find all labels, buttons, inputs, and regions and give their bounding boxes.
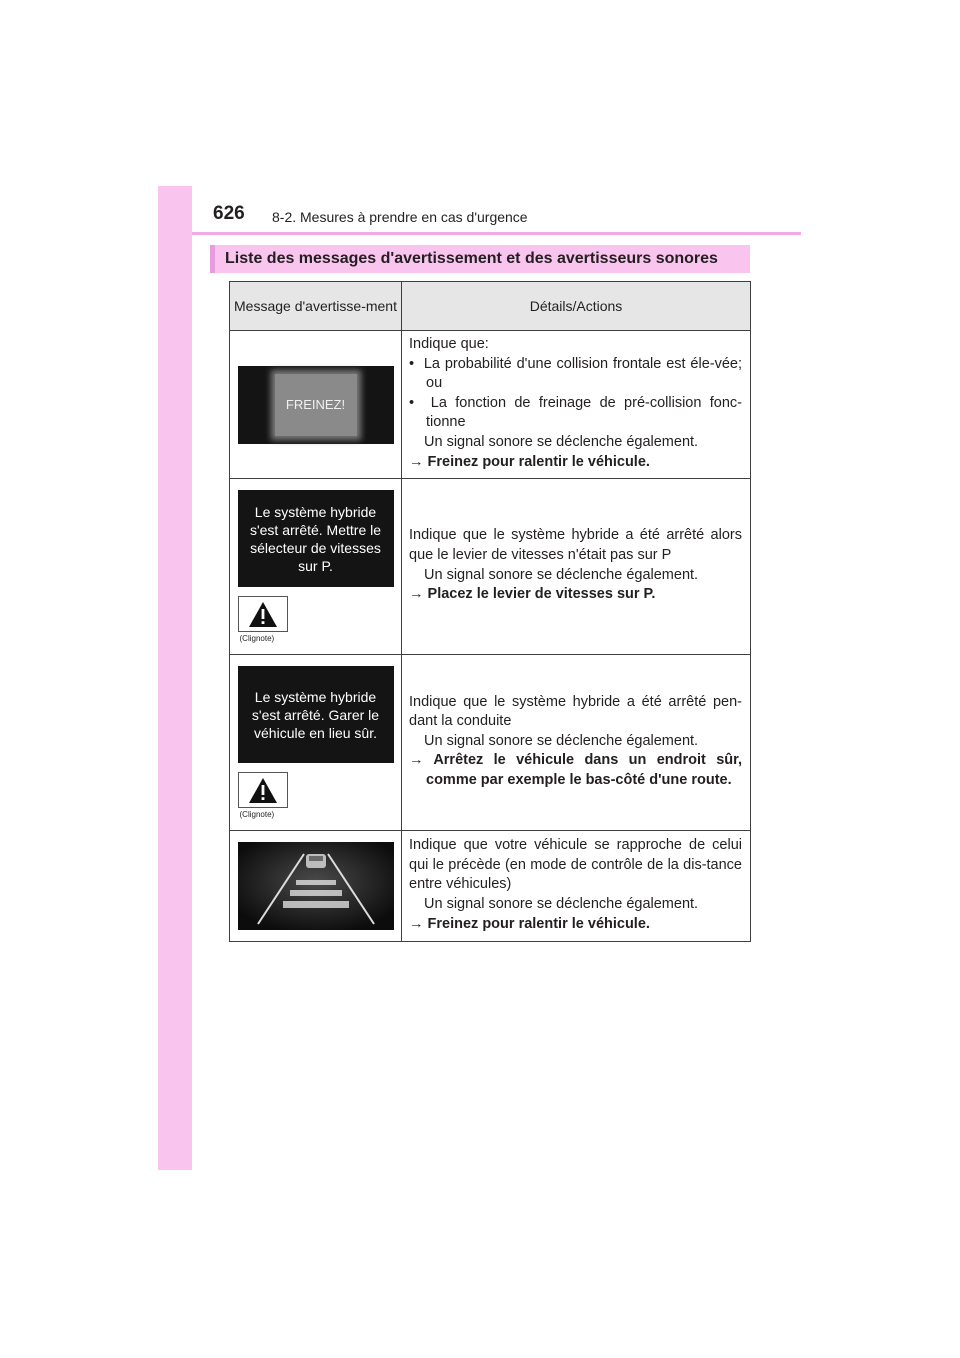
arrow-right-icon: → [409,915,424,932]
message-cell [230,655,402,831]
details-cell [402,655,751,831]
message-cell [230,331,402,479]
details-cell [402,331,751,479]
warning-triangle-icon [238,772,288,808]
chapter-title: 8-2. Mesures à prendre en cas d'urgence [272,209,528,225]
page-number: 626 [213,203,245,224]
details-cell [402,479,751,655]
header-rule [192,232,801,235]
column-header-details: Détails/Actions [402,282,751,331]
icon-caption: (Clignote) [239,634,275,644]
freinez-box: FREINEZ! [275,374,357,436]
side-tab-band [158,186,192,1170]
hybrid-stopped-display: Le système hybride s'est arrêté. Mettre le sélecteur de vitesses sur P. [238,490,394,587]
detail-bullet: • La probabilité d'une collision frontale est éle-vée; ou [409,355,742,392]
table-row [230,479,751,655]
detail-note: Un signal sonore se déclenche également. [424,433,699,450]
message-cell [230,831,402,942]
warning-indicator [238,596,394,643]
arrow-right-icon: → [409,752,424,769]
table-row [230,655,751,831]
detail-action: → Freinez pour ralentir le véhicule. [409,915,650,932]
warning-triangle-icon [238,596,288,632]
detail-intro: Indique que le système hybride a été arrêté pen-dant la conduite [409,693,742,730]
arrow-right-icon: → [409,453,424,470]
warning-indicator [238,772,394,819]
freinez-display [238,366,394,444]
column-header-message: Message d'avertisse-ment [230,282,402,331]
message-cell [230,479,402,655]
section-title: Liste des messages d'avertissement et des avertisseurs sonores [210,245,750,273]
details-cell [402,831,751,942]
detail-note: Un signal sonore se déclenche également. [424,895,699,912]
detail-action: → Freinez pour ralentir le véhicule. [409,453,650,470]
detail-intro: Indique que votre véhicule se rapproche de celui qui le précède (en mode de contrôle de la dis-tance entre véhicules) [409,837,742,893]
arrow-right-icon: → [409,586,424,603]
detail-intro: Indique que le système hybride a été arrêté alors que le levier de vitesses n'était pas sur P [409,527,742,564]
detail-intro: Indique que: [409,336,489,352]
icon-caption: (Clignote) [239,810,275,820]
table-row [230,331,751,479]
detail-bullet: • La fonction de freinage de pré-collision fonc-tionne [409,394,742,431]
warning-message-table [229,281,751,942]
table-header-row [230,282,751,331]
detail-note: Un signal sonore se déclenche également. [424,732,699,749]
detail-action: → Arrêtez le véhicule dans un endroit sûr, comme par exemple le bas-côté d'une route. [409,752,742,789]
detail-action: → Placez le levier de vitesses sur P. [409,586,656,603]
table-row [230,831,751,942]
following-distance-display-icon [238,842,394,930]
hybrid-stopped-display: Le système hybride s'est arrêté. Garer le véhicule en lieu sûr. [238,666,394,763]
detail-note: Un signal sonore se déclenche également. [424,566,699,583]
